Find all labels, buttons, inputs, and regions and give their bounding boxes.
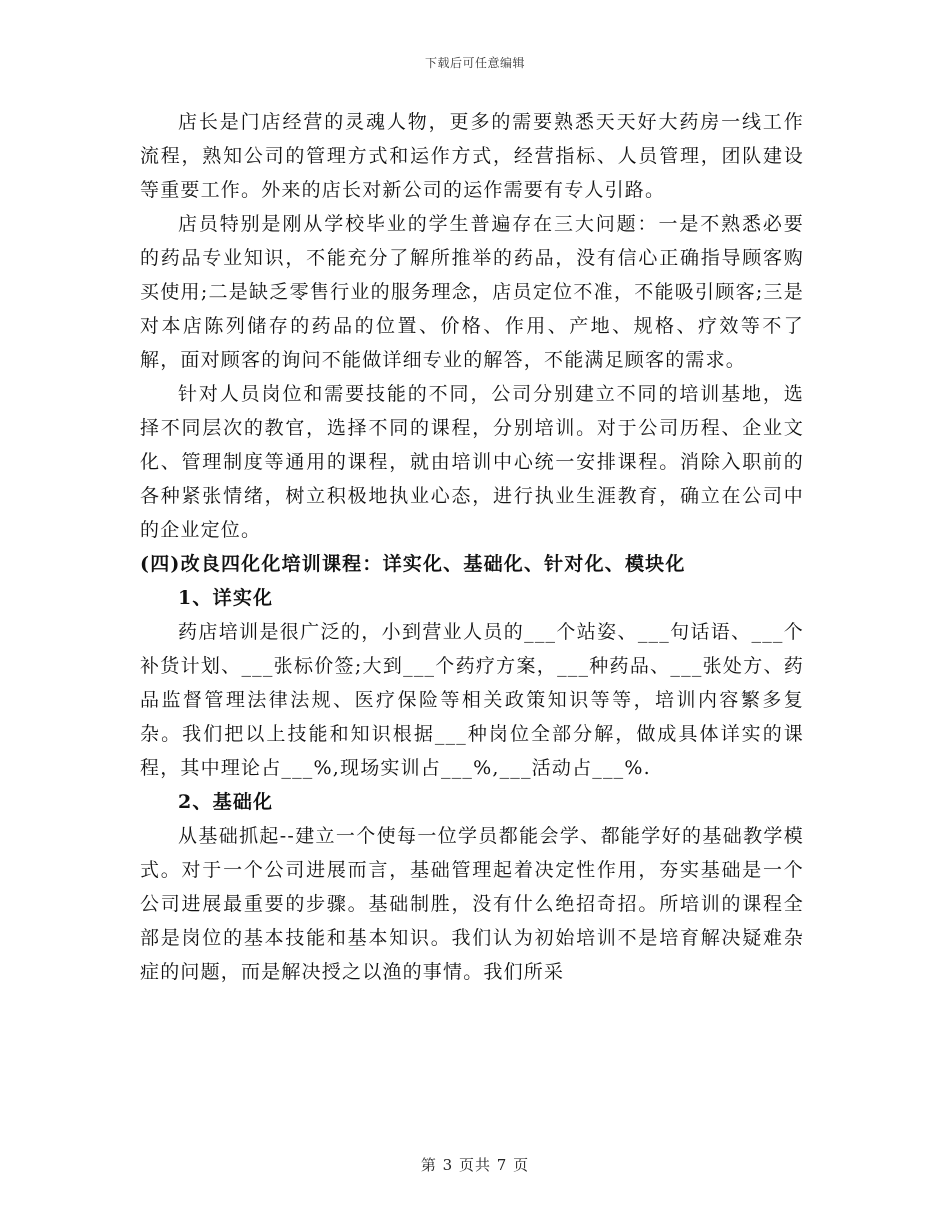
subheading-detailed: 1、详实化 (178, 587, 274, 609)
document-body (140, 105, 804, 989)
page-number: 第 3 页共 7 页 (420, 1156, 530, 1174)
paragraph-clerk-problems: 店员特别是刚从学校毕业的学生普遍存在三大问题：一是不熟悉必要的药品专业知识，不能充分了解所推举的药品，没有信心正确指导顾客购买使用;二是缺乏零售行业的服务理念，店员定位不准，不能吸引顾客;三是对本店陈列储存的药品的位置、价格、作用、产地、规格、疗效等不了解，面对顾客的询问不能做详细专业的解答，不能满足顾客的需求。 (140, 213, 804, 371)
paragraph-detailed: 药店培训是很广泛的，小到营业人员的___个站姿、___句话语、___个补货计划、___张标价签;大到___个药疗方案，___种药品、___张处方、药品监督管理法律法规、医疗保险等相关政策知识等等，培训内容繁多复杂。我们把以上技能和知识根据___种岗位全部分解，做成具体详实的课程，其中理论占___%,现场实训占___%,___活动占___%. (140, 621, 804, 779)
subheading-basic: 2、基础化 (178, 791, 274, 813)
paragraph-basic: 从基础抓起--建立一个使每一位学员都能会学、都能学好的基础教学模式。对于一个公司进展而言，基础管理起着决定性作用，夯实基础是一个公司进展最重要的步骤。基础制胜，没有什么绝招奇招。所培训的课程全部是岗位的基本技能和基本知识。我们认为初始培训不是培育解决疑难杂症的问题，而是解决授之以渔的事情。我们所采 (140, 825, 804, 983)
section-heading-four: (四)改良四化化培训课程：详实化、基础化、针对化、模块化 (140, 553, 686, 575)
paragraph-training-bases: 针对人员岗位和需要技能的不同，公司分别建立不同的培训基地，选择不同层次的教官，选择不同的课程，分别培训。对于公司历程、企业文化、管理制度等通用的课程，就由培训中心统一安排课程。消除入职前的各种紧张情绪，树立积极地执业心态，进行执业生涯教育，确立在公司中的企业定位。 (140, 383, 804, 541)
page-header: 下载后可任意编辑 (424, 56, 525, 70)
paragraph-store-manager: 店长是门店经营的灵魂人物，更多的需要熟悉天天好大药房一线工作流程，熟知公司的管理方式和运作方式，经营指标、人员管理，团队建设等重要工作。外来的店长对新公司的运作需要有专人引路。 (140, 111, 804, 201)
